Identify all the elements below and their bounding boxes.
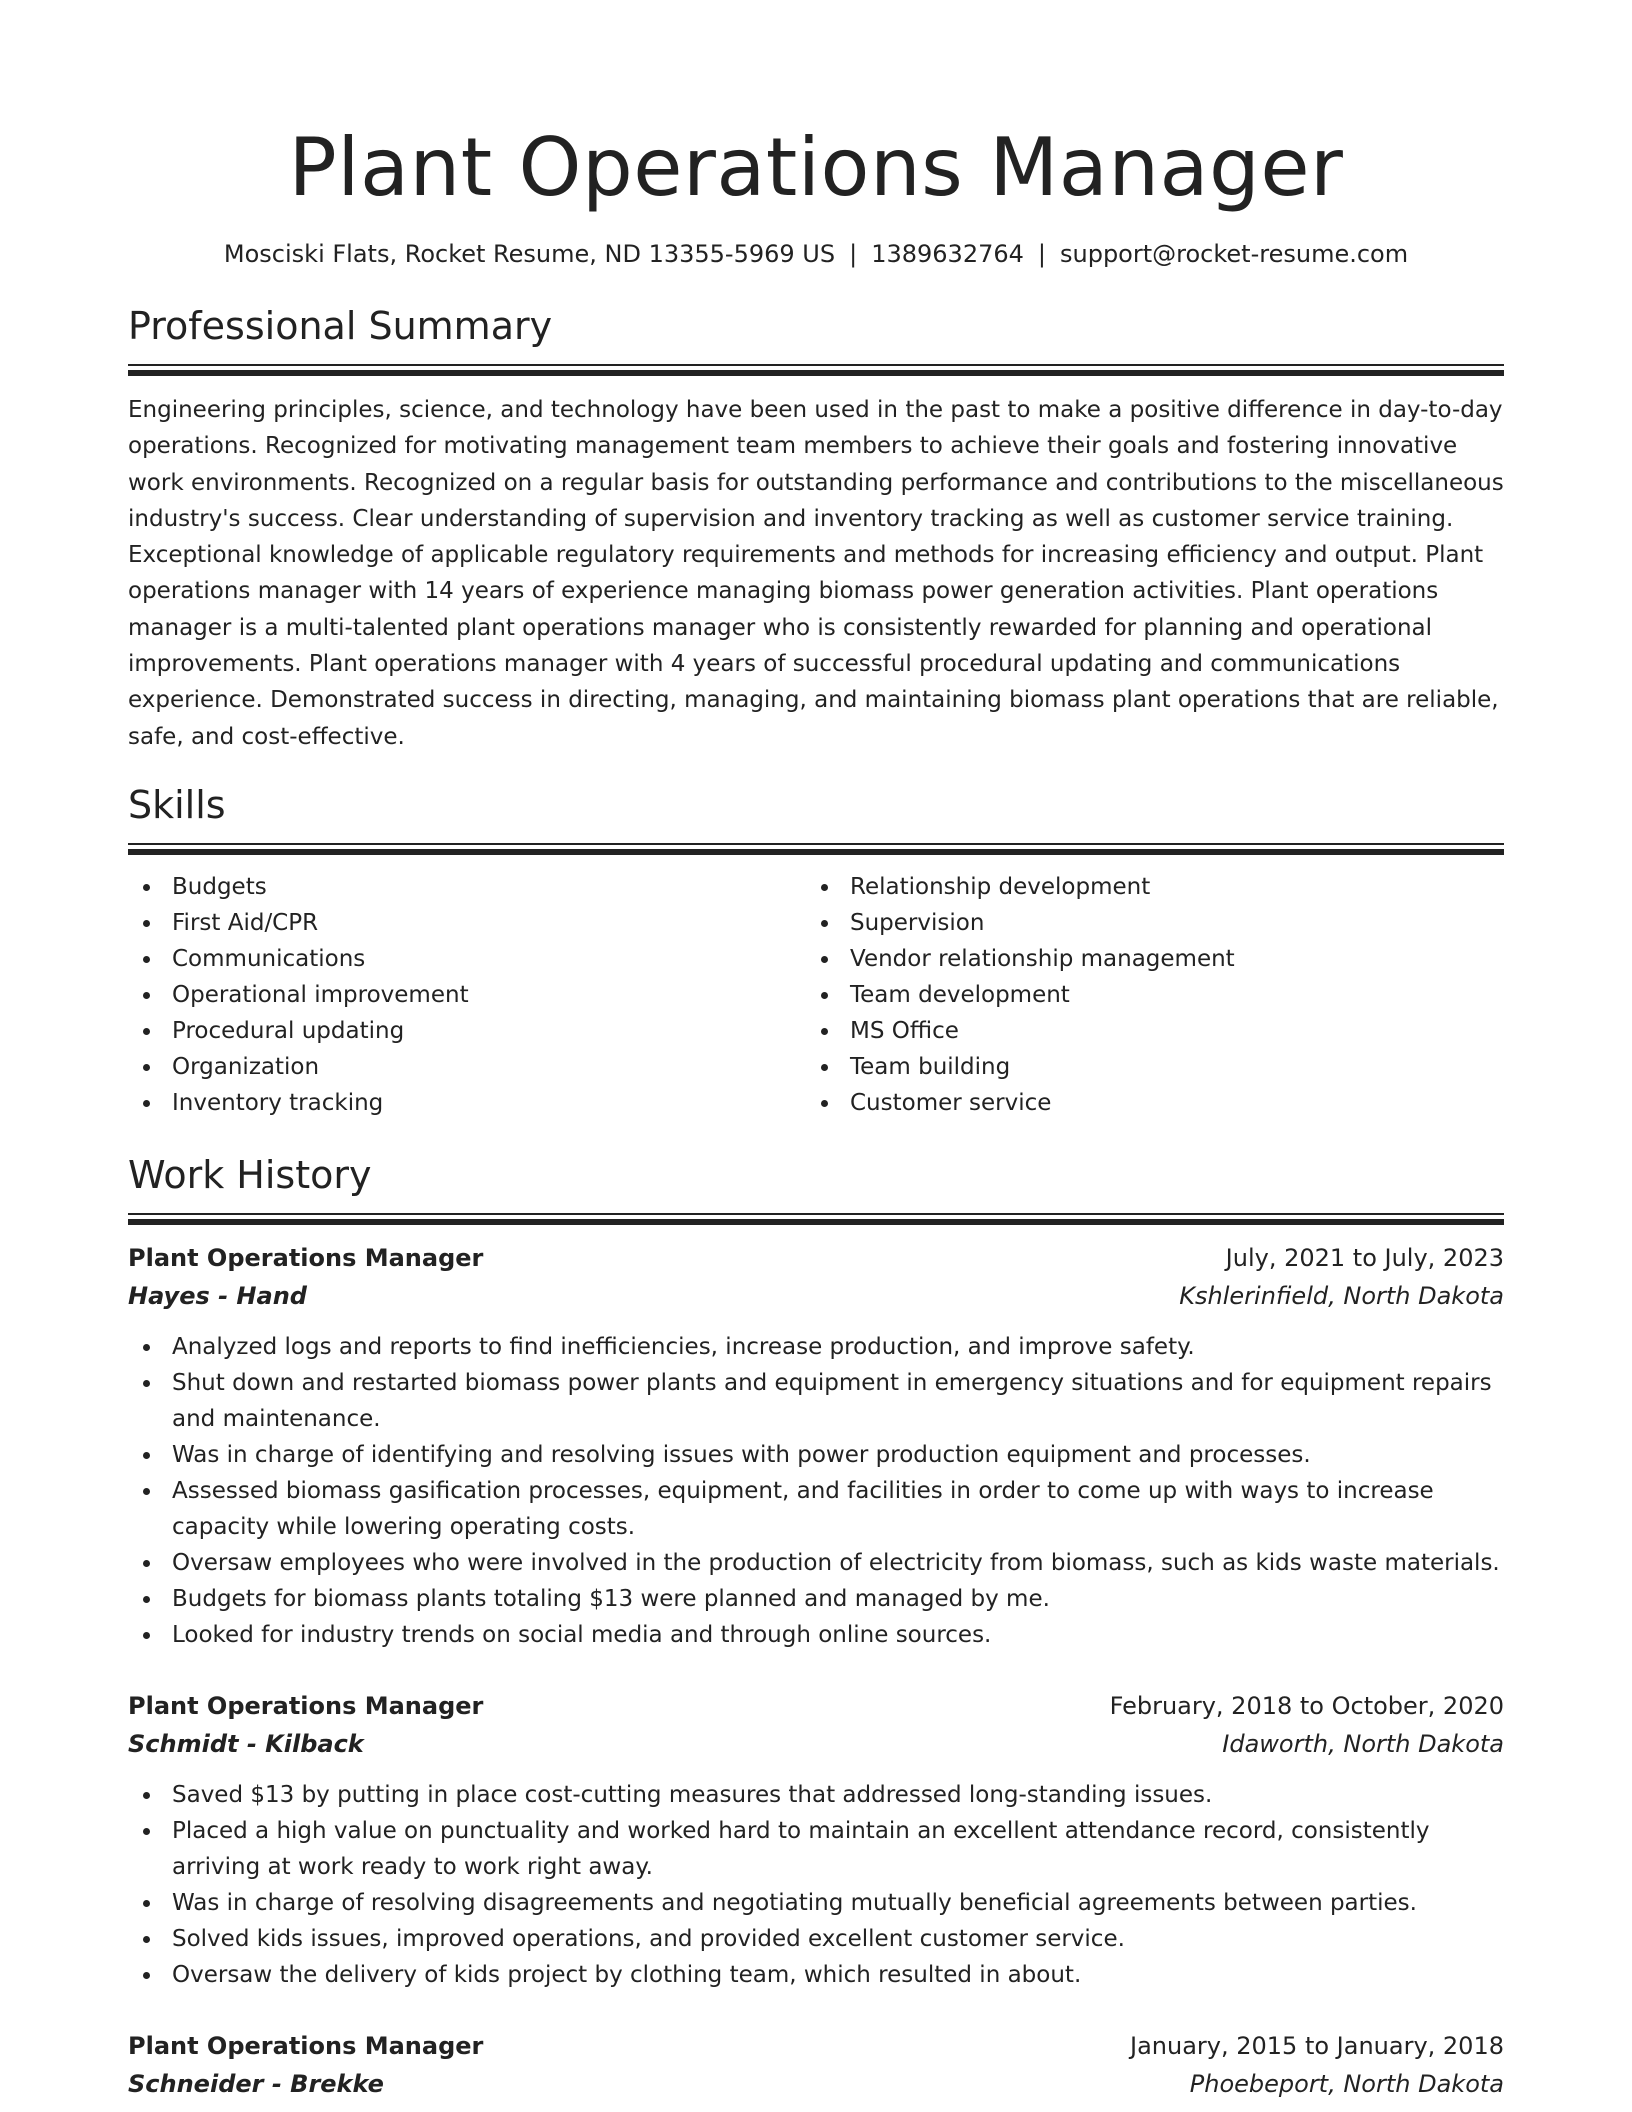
job-entry (128, 2027, 1504, 2103)
summary-section (128, 302, 1504, 755)
job-bullets (128, 1329, 1504, 1653)
section-divider (128, 843, 1504, 855)
job-bullet: Oversaw the delivery of kids project by clothing team, which resulted in about. (128, 1957, 1504, 1993)
skill-item: Team development (806, 977, 1484, 1013)
job-bullet: Shut down and restarted biomass power plants and equipment in emergency situations and for equipment repairs and maintenance. (128, 1365, 1504, 1437)
job-dates: January, 2015 to January, 2018 (1130, 2031, 1504, 2060)
contact-address: Mosciski Flats, Rocket Resume, ND 13355-5969 US (223, 240, 836, 268)
skills-list-left (128, 869, 806, 1121)
skill-item: Operational improvement (128, 977, 806, 1013)
job-bullets (128, 1777, 1504, 1993)
job-bullet: Looked for industry trends on social media and through online sources. (128, 1617, 1504, 1653)
skill-item: First Aid/CPR (128, 905, 806, 941)
job-entry (128, 1239, 1504, 1653)
contact-phone: 1389632764 (871, 240, 1024, 268)
job-location: Phoebeport, North Dakota (1189, 2069, 1504, 2098)
section-title-skills: Skills (128, 782, 226, 827)
skill-item: Organization (128, 1049, 806, 1085)
section-title-summary: Professional Summary (128, 304, 553, 348)
job-bullet: Budgets for biomass plants totaling $13 were planned and managed by me. (128, 1581, 1504, 1617)
summary-text: Engineering principles, science, and technology have been used in the past to make a positive difference in day-to-day operations. Recognized for motivating management team members to achieve their goals and fostering innovative work environments. Recognized on a regular basis for outstanding performance and contributions to the miscellaneous industry's success. Clear understanding of supervision and inventory tracking as well as customer service training. Exceptional knowledge of applicable regulatory requirements and methods for increasing efficiency and output. Plant operations manager with 14 years of experience managing biomass power generation activities. Plant operations manager is a multi-talented plant operations manager who is consistently rewarded for planning and operational improvements. Plant operations manager with 4 years of successful procedural updating and communications experience. Demonstrated success in directing, managing, and maintaining biomass plant operations that are reliable, safe, and cost-effective. (128, 397, 1504, 750)
job-bullet: Assessed biomass gasification processes, equipment, and facilities in order to come up with ways to increase capacity while lowering operating costs. (128, 1473, 1504, 1545)
job-dates: July, 2021 to July, 2023 (1225, 1243, 1504, 1272)
job-company: Hayes - Hand (128, 1281, 307, 1310)
job-bullet: Analyzed logs and reports to find inefficiencies, increase production, and improve safety. (128, 1329, 1504, 1365)
contact-line (128, 238, 1504, 270)
skill-item: Budgets (128, 869, 806, 905)
section-divider (128, 364, 1504, 376)
skill-item: MS Office (806, 1013, 1484, 1049)
job-subheader (128, 2065, 1504, 2103)
job-entry (128, 1687, 1504, 1993)
job-bullet: Was in charge of resolving disagreements and negotiating mutually beneficial agreements between parties. (128, 1885, 1504, 1921)
section-divider (128, 1213, 1504, 1225)
job-bullet: Solved kids issues, improved operations, and provided excellent customer service. (128, 1921, 1504, 1957)
skill-item: Inventory tracking (128, 1085, 806, 1121)
job-bullet: Was in charge of identifying and resolving issues with power production equipment and processes. (128, 1437, 1504, 1473)
job-header (128, 1687, 1504, 1725)
work-history-section (128, 1151, 1504, 2103)
job-bullet: Oversaw employees who were involved in the production of electricity from biomass, such as kids waste materials. (128, 1545, 1504, 1581)
contact-email[interactable]: support@rocket-resume.com (1060, 240, 1409, 268)
skill-item: Relationship development (806, 869, 1484, 905)
job-subheader (128, 1277, 1504, 1315)
contact-separator: | (849, 240, 858, 268)
skills-columns (128, 869, 1504, 1121)
job-location: Idaworth, North Dakota (1222, 1729, 1504, 1758)
job-company: Schneider - Brekke (128, 2069, 384, 2098)
job-subheader (128, 1725, 1504, 1763)
job-bullet: Saved $13 by putting in place cost-cutting measures that addressed long-standing issues. (128, 1777, 1504, 1813)
skills-section (128, 781, 1504, 1121)
job-header (128, 2027, 1504, 2065)
job-title: Plant Operations Manager (128, 1243, 484, 1272)
job-bullet: Placed a high value on punctuality and worked hard to maintain an excellent attendance record, consistently arriving at work ready to work right away. (128, 1813, 1504, 1885)
job-company: Schmidt - Kilback (128, 1729, 364, 1758)
contact-separator: | (1037, 240, 1046, 268)
job-header (128, 1239, 1504, 1277)
skill-item: Customer service (806, 1085, 1484, 1121)
skill-item: Vendor relationship management (806, 941, 1484, 977)
job-title: Plant Operations Manager (128, 1691, 484, 1720)
skill-item: Communications (128, 941, 806, 977)
skill-item: Team building (806, 1049, 1484, 1085)
resume-name: Plant Operations Manager (288, 121, 1344, 214)
skill-item: Supervision (806, 905, 1484, 941)
resume-page (128, 0, 1504, 2103)
section-title-work-history: Work History (128, 1152, 372, 1197)
skill-item: Procedural updating (128, 1013, 806, 1049)
job-dates: February, 2018 to October, 2020 (1109, 1691, 1504, 1720)
job-title: Plant Operations Manager (128, 2031, 484, 2060)
skills-list-right (806, 869, 1484, 1121)
job-location: Kshlerinfield, North Dakota (1179, 1281, 1504, 1310)
